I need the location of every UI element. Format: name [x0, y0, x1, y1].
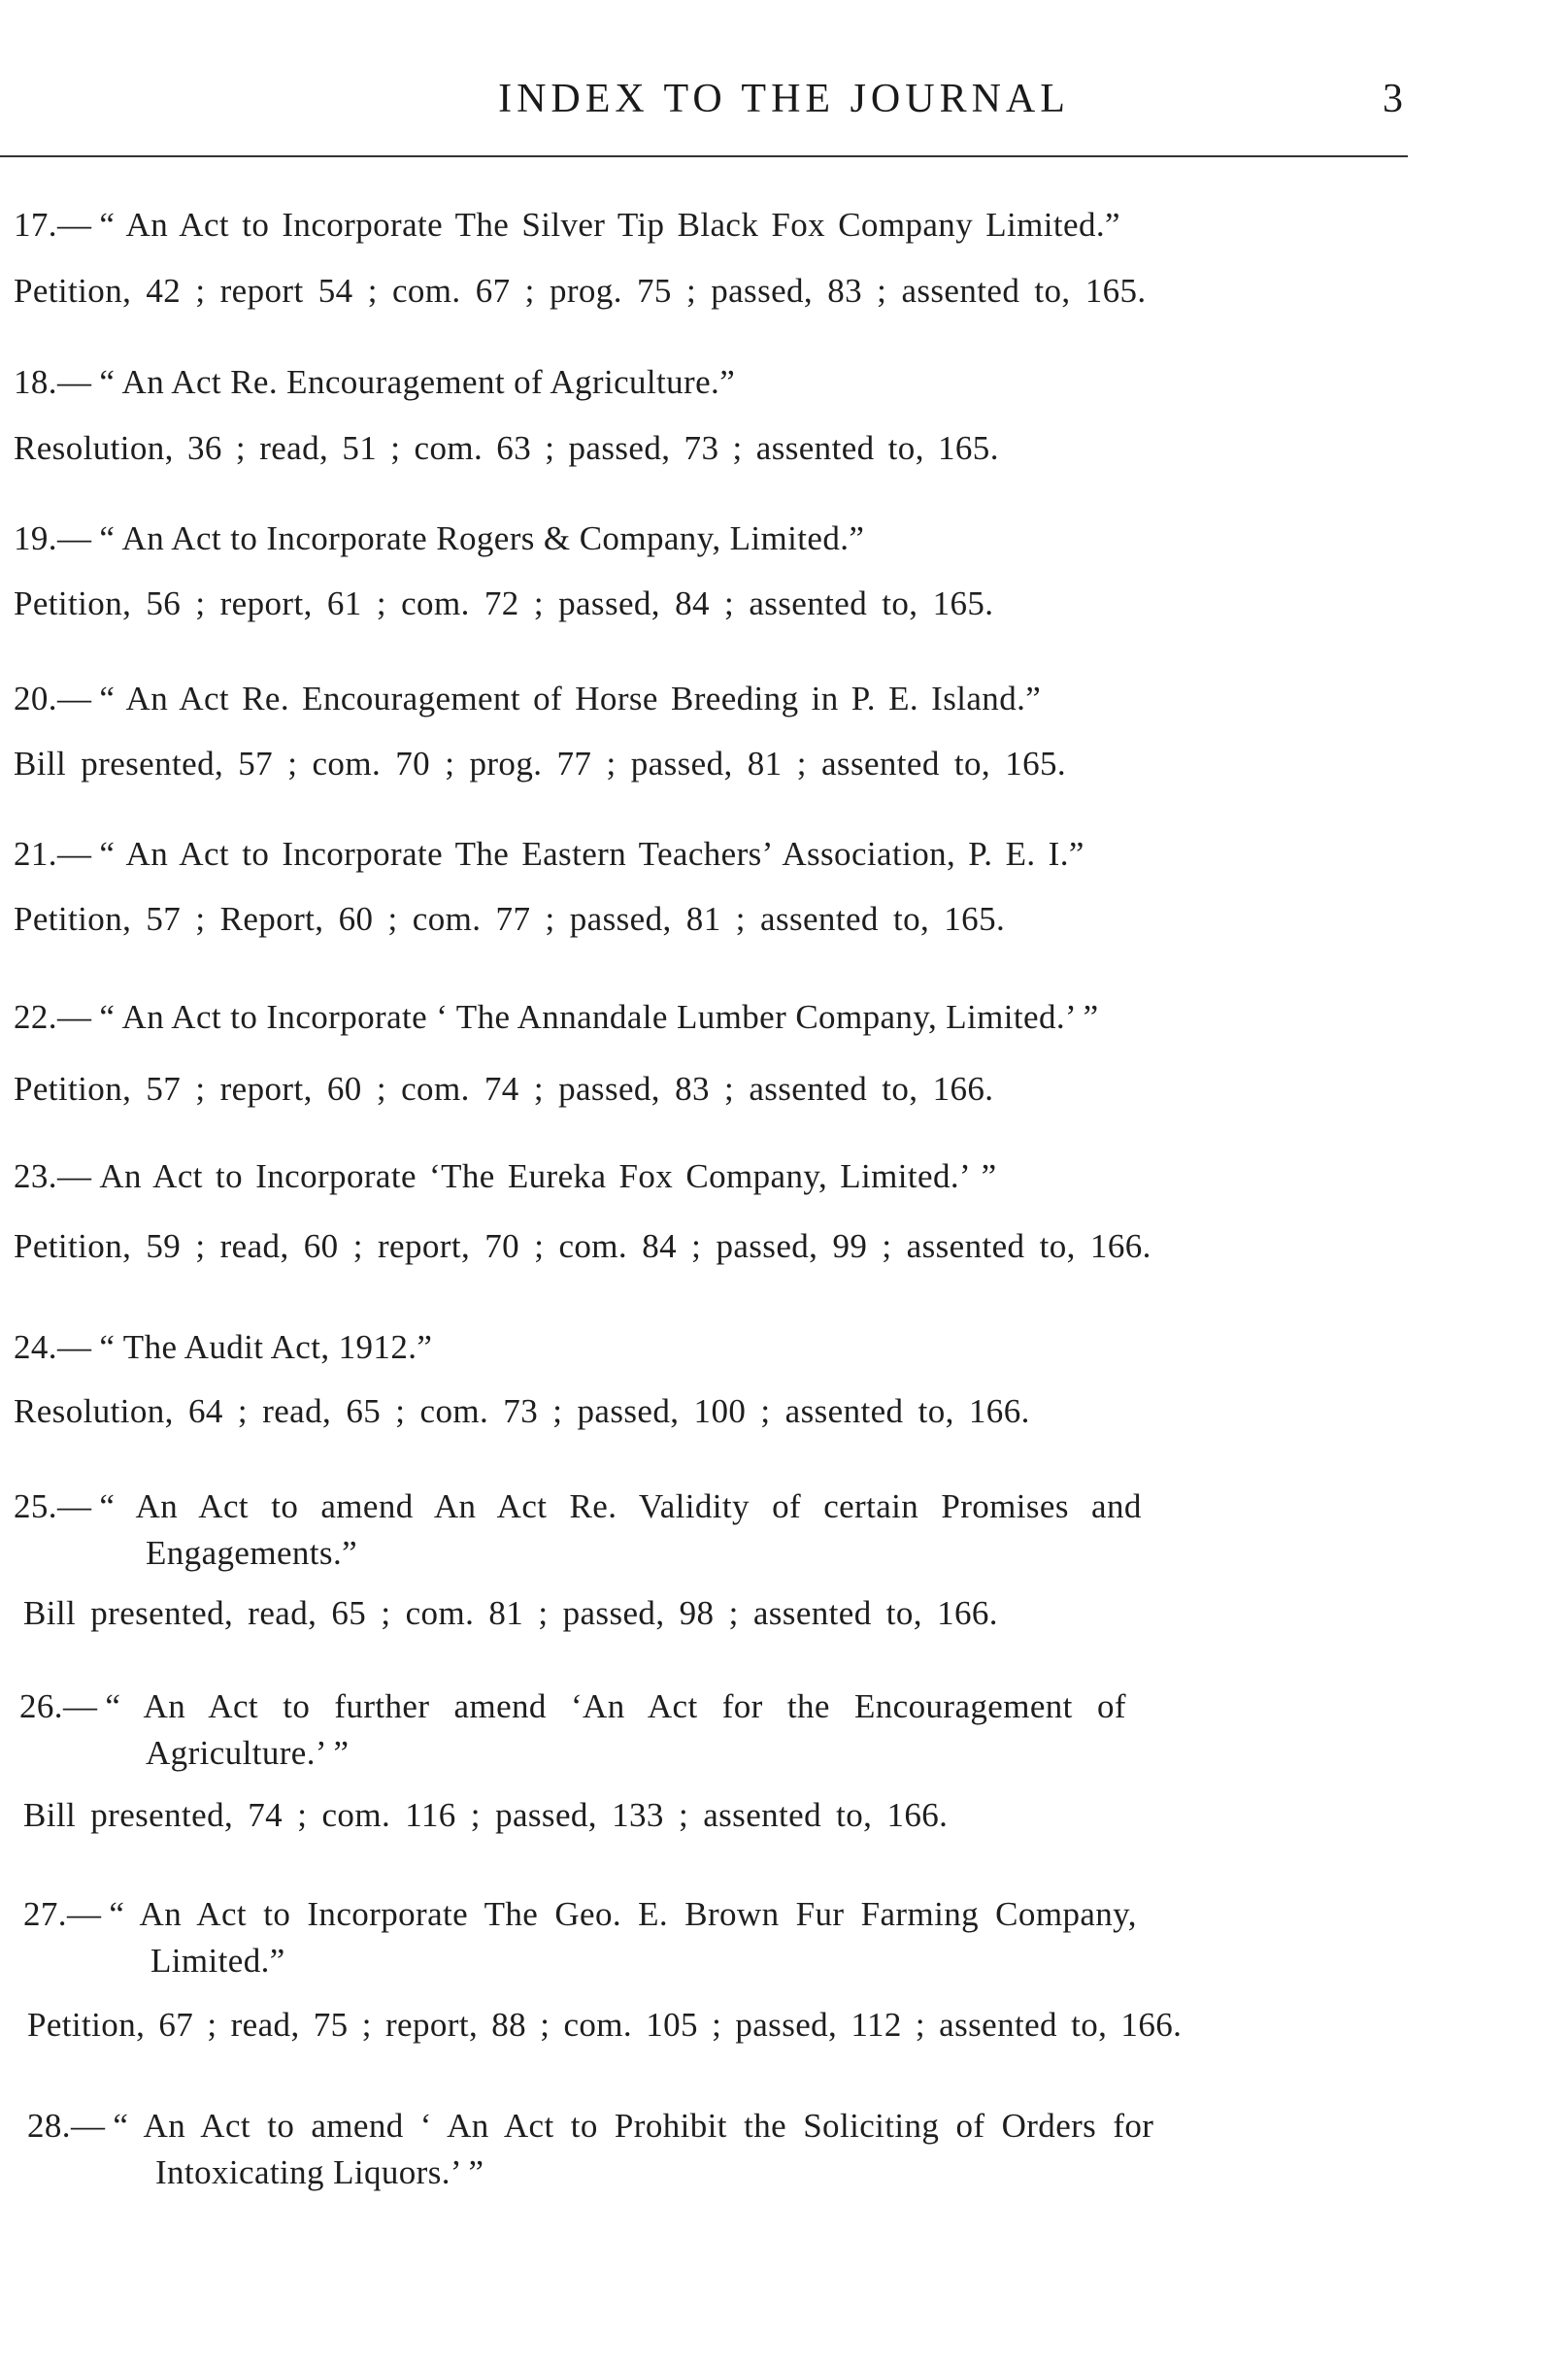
- entry-title-26: [19, 1685, 1126, 1728]
- entry-title-23: [14, 1155, 997, 1198]
- entry-number: 25.—: [14, 1487, 92, 1525]
- entry-title-text: “ An Act Re. Encouragement of Horse Breeding in P. E. Island.”: [99, 680, 1042, 717]
- entry-number: 27.—: [23, 1895, 102, 1933]
- entry-proceedings-17: Petition, 42 ; report 54 ; com. 67 ; prog. 75 ; passed, 83 ; assented to, 165.: [14, 272, 1147, 310]
- entry-title-cont-28: Intoxicating Liquors.’ ”: [155, 2153, 484, 2191]
- entry-title-17: [14, 204, 1120, 247]
- entry-title-text: “ An Act to amend An Act Re. Validity of certain Promises and: [99, 1487, 1142, 1525]
- entry-title-text: “ An Act to Incorporate ‘ The Annandale Lumber Company, Limited.’ ”: [99, 998, 1099, 1036]
- entry-title-28: [27, 2105, 1153, 2148]
- entry-number: 26.—: [19, 1687, 98, 1725]
- entry-title-18: [14, 361, 735, 404]
- entry-title-25: [14, 1485, 1142, 1528]
- entry-proceedings-27: Petition, 67 ; read, 75 ; report, 88 ; com. 105 ; passed, 112 ; assented to, 166.: [27, 2006, 1183, 2044]
- entry-proceedings-23: Petition, 59 ; read, 60 ; report, 70 ; com. 84 ; passed, 99 ; assented to, 166.: [14, 1227, 1151, 1265]
- entry-number: 17.—: [14, 206, 92, 244]
- entry-title-cont-26: Agriculture.’ ”: [146, 1734, 350, 1772]
- entry-number: 28.—: [27, 2107, 106, 2145]
- entry-number: 20.—: [14, 680, 92, 717]
- entry-title-19: [14, 517, 864, 560]
- entry-title-text: “ An Act Re. Encouragement of Agriculture.”: [99, 363, 736, 401]
- entry-title-text: “ The Audit Act, 1912.”: [99, 1328, 433, 1366]
- entry-title-cont-25: Engagements.”: [146, 1534, 358, 1572]
- entry-title-text: “ An Act to Incorporate The Eastern Teachers’ Association, P. E. I.”: [99, 835, 1084, 873]
- entry-title-text: An Act to Incorporate ‘The Eureka Fox Company, Limited.’ ”: [99, 1157, 997, 1195]
- entry-title-cont-27: Limited.”: [150, 1942, 285, 1980]
- entry-number: 18.—: [14, 363, 92, 401]
- entry-title-text: “ An Act to Incorporate Rogers & Company, Limited.”: [99, 519, 865, 557]
- entry-title-27: [23, 1893, 1137, 1936]
- entry-title-text: “ An Act to Incorporate The Silver Tip Black Fox Company Limited.”: [99, 206, 1120, 244]
- entry-number: 22.—: [14, 998, 92, 1036]
- entry-proceedings-24: Resolution, 64 ; read, 65 ; com. 73 ; passed, 100 ; assented to, 166.: [14, 1392, 1030, 1430]
- entry-number: 21.—: [14, 835, 92, 873]
- entry-proceedings-19: Petition, 56 ; report, 61 ; com. 72 ; passed, 84 ; assented to, 165.: [14, 584, 994, 622]
- entry-number: 23.—: [14, 1157, 92, 1195]
- running-head: INDEX TO THE JOURNAL: [498, 77, 1070, 121]
- entry-title-text: “ An Act to amend ‘ An Act to Prohibit the Soliciting of Orders for: [113, 2107, 1154, 2145]
- entry-number: 24.—: [14, 1328, 92, 1366]
- entry-proceedings-18: Resolution, 36 ; read, 51 ; com. 63 ; passed, 73 ; assented to, 165.: [14, 429, 999, 467]
- entry-title-21: [14, 833, 1084, 876]
- entry-proceedings-20: Bill presented, 57 ; com. 70 ; prog. 77 ; passed, 81 ; assented to, 165.: [14, 745, 1067, 783]
- page-number: 3: [1383, 77, 1403, 121]
- entry-title-24: [14, 1326, 432, 1369]
- entry-proceedings-22: Petition, 57 ; report, 60 ; com. 74 ; passed, 83 ; assented to, 166.: [14, 1070, 994, 1108]
- entry-title-text: “ An Act to further amend ‘An Act for the Encouragement of: [105, 1687, 1126, 1725]
- entry-title-22: [14, 996, 1099, 1039]
- entry-title-20: [14, 678, 1041, 720]
- entry-number: 19.—: [14, 519, 92, 557]
- entry-proceedings-26: Bill presented, 74 ; com. 116 ; passed, 133 ; assented to, 166.: [23, 1796, 949, 1834]
- entry-proceedings-21: Petition, 57 ; Report, 60 ; com. 77 ; passed, 81 ; assented to, 165.: [14, 900, 1006, 938]
- entry-title-text: “ An Act to Incorporate The Geo. E. Brown Fur Farming Company,: [109, 1895, 1137, 1933]
- entry-proceedings-25: Bill presented, read, 65 ; com. 81 ; passed, 98 ; assented to, 166.: [23, 1594, 998, 1632]
